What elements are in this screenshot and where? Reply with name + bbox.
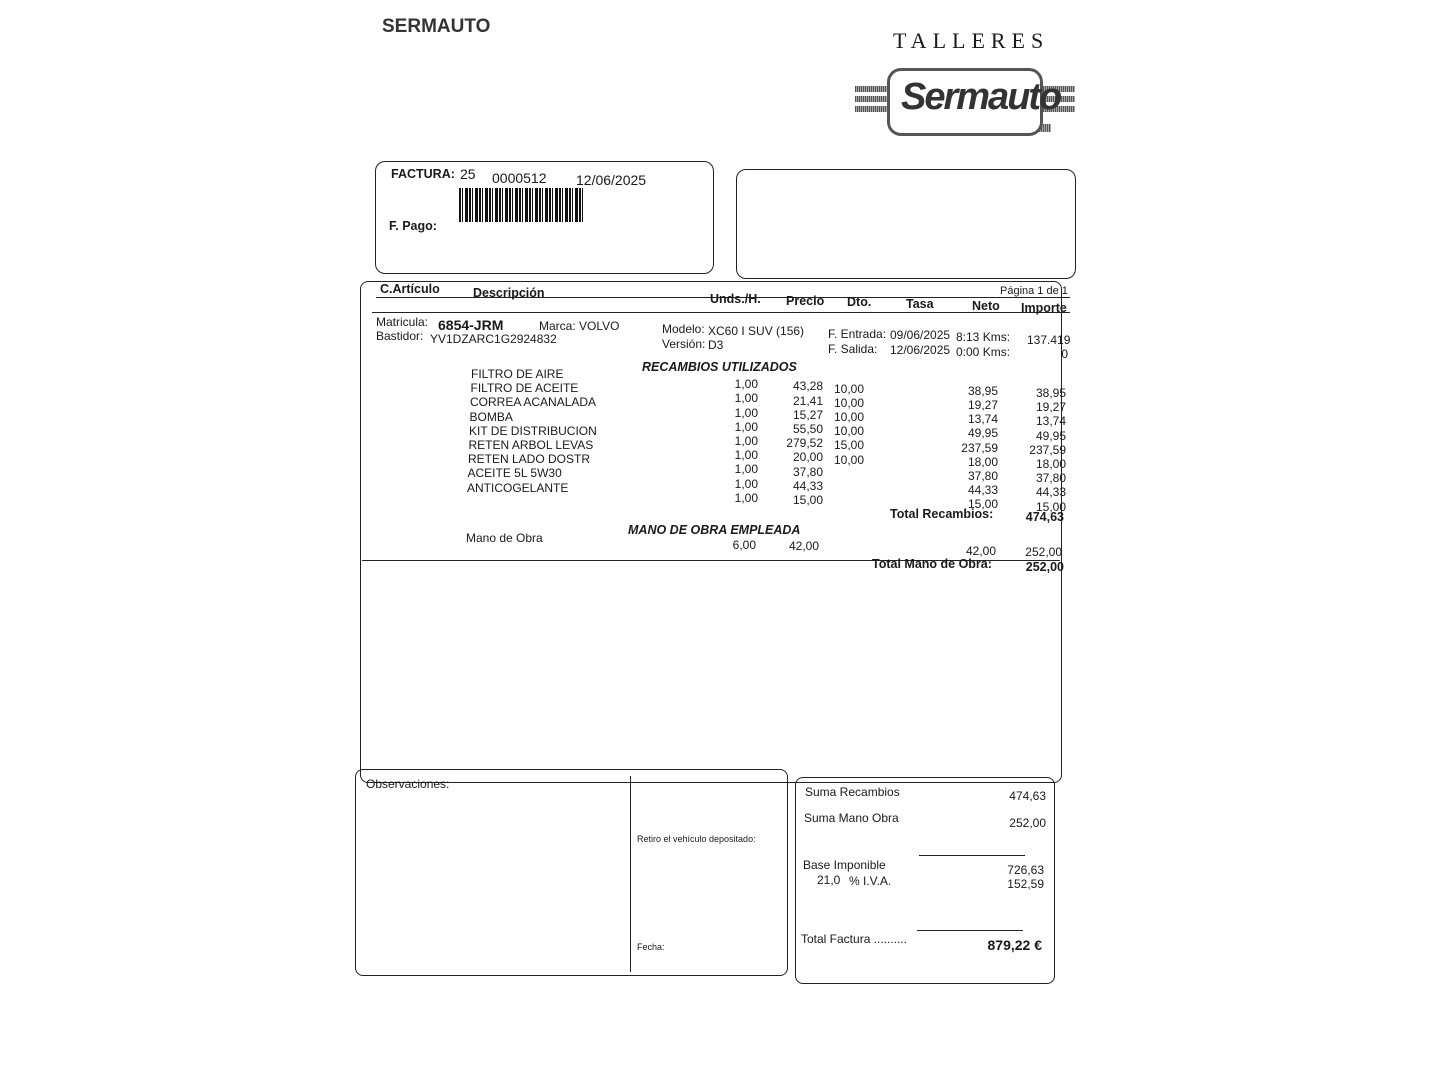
- total-factura-value: 879,22 €: [987, 937, 1042, 953]
- retiro-label: Retiro el vehículo depositado:: [637, 834, 756, 844]
- col-neto: Neto: [972, 299, 1000, 313]
- part-dto: 10,00: [834, 381, 865, 396]
- col-unds: Unds./H.: [710, 292, 761, 306]
- suma-recambios-value: 474,63: [1009, 789, 1046, 803]
- part-desc: RETEN ARBOL LEVAS: [468, 438, 594, 452]
- total-recambios-label: Total Recambios:: [890, 507, 994, 521]
- part-unds: 1,00: [734, 391, 758, 406]
- part-desc: FILTRO DE ACEITE: [470, 381, 579, 396]
- bastidor-value: YV1DZARC1G2924832: [430, 332, 557, 346]
- col-dto: Dto.: [847, 295, 872, 309]
- part-unds: 1,00: [734, 434, 758, 448]
- part-neto: 237,59: [961, 440, 998, 455]
- part-unds: 1,00: [734, 490, 758, 505]
- part-neto: 15,00: [967, 497, 998, 512]
- suma-mano-value: 252,00: [1009, 816, 1046, 830]
- labor-section-title: MANO DE OBRA EMPLEADA: [628, 523, 801, 537]
- part-dto: 10,00: [834, 424, 865, 439]
- col-precio: Precio: [786, 294, 825, 308]
- version-label: Versión:: [662, 337, 706, 351]
- observaciones-box: [355, 769, 788, 976]
- barcode: [459, 188, 583, 222]
- labor-desc: Mano de Obra: [466, 531, 543, 545]
- part-unds: 1,00: [734, 448, 758, 463]
- part-neto: 13,74: [967, 412, 998, 427]
- fecha-label: Fecha:: [637, 942, 665, 952]
- part-unds: 1,00: [734, 462, 758, 477]
- entrada-label: F. Entrada:: [828, 327, 887, 341]
- page-number: Página 1 de 1: [1000, 285, 1068, 297]
- part-precio: 44,33: [792, 478, 823, 493]
- total-factura-label: Total Factura ..........: [801, 932, 908, 946]
- part-neto: 37,80: [967, 469, 998, 483]
- salida-date: 12/06/2025: [890, 343, 951, 357]
- bastidor-label: Bastidor:: [376, 329, 424, 343]
- salida-kms: 0: [1061, 347, 1068, 361]
- iva-value: 152,59: [1007, 877, 1044, 891]
- factura-label: FACTURA:: [391, 167, 455, 181]
- part-unds: 1,00: [734, 405, 758, 420]
- labor-neto: 42,00: [965, 544, 996, 558]
- part-importe: 19,27: [1035, 400, 1066, 415]
- col-tasa: Tasa: [906, 297, 934, 311]
- part-precio: 20,00: [792, 450, 823, 465]
- entrada-date: 09/06/2025: [890, 328, 951, 342]
- part-dto: 10,00: [834, 452, 865, 467]
- labor-importe: 252,00: [1025, 545, 1062, 559]
- part-desc: RETEN LADO DOSTR: [468, 452, 591, 467]
- marca-value: Marca: VOLVO: [539, 319, 620, 333]
- modelo-label: Modelo:: [662, 322, 705, 336]
- observaciones-divider: [630, 776, 631, 972]
- observaciones-label: Observaciones:: [366, 777, 450, 791]
- part-precio: 279,52: [786, 436, 823, 451]
- logo-talleres-text: TALLERES: [893, 28, 1050, 53]
- part-importe: 37,80: [1035, 471, 1066, 486]
- labor-precio: 42,00: [788, 539, 819, 553]
- part-importe: 18,00: [1035, 457, 1066, 471]
- suma-mano-label: Suma Mano Obra: [804, 811, 899, 825]
- part-importe: 15,00: [1035, 499, 1066, 514]
- part-neto: 44,33: [967, 483, 998, 498]
- part-neto: 49,95: [967, 426, 998, 441]
- part-importe: 38,95: [1035, 386, 1066, 400]
- part-importe: 237,59: [1029, 442, 1066, 457]
- col-descripcion: Descripción: [473, 286, 545, 300]
- suma-recambios-label: Suma Recambios: [805, 785, 900, 799]
- logo-sermauto-text: Sermauto: [901, 76, 1061, 118]
- part-precio: 21,41: [792, 393, 823, 408]
- client-address-box: [736, 169, 1076, 279]
- iva-rate: 21,0: [817, 873, 841, 887]
- company-logo: [855, 28, 1075, 154]
- iva-label: % I.V.A.: [849, 874, 892, 888]
- part-importe: 49,95: [1035, 428, 1066, 443]
- part-neto: 38,95: [967, 383, 998, 398]
- salida-label: F. Salida:: [828, 342, 878, 356]
- total-mano-label: Total Mano de Obra:: [872, 557, 992, 571]
- part-precio: 55,50: [792, 422, 823, 436]
- forma-pago-label: F. Pago:: [389, 219, 437, 233]
- company-name: SERMAUTO: [382, 16, 491, 37]
- total-recambios-value: 474,63: [1025, 510, 1064, 524]
- part-dto: 15,00: [834, 438, 865, 453]
- base-imponible-label: Base Imponible: [803, 858, 886, 872]
- part-neto: 18,00: [967, 454, 998, 469]
- part-precio: 15,27: [792, 407, 823, 422]
- part-neto: 19,27: [967, 398, 998, 412]
- invoice-series: 25: [460, 166, 476, 182]
- salida-time: 0:00 Kms:: [956, 345, 1011, 359]
- part-desc: KIT DE DISTRIBUCION: [469, 423, 597, 438]
- invoice-number: 0000512: [492, 170, 547, 186]
- subtotal-line: [919, 855, 1025, 856]
- labor-unds: 6,00: [732, 538, 756, 552]
- part-dto: 10,00: [834, 395, 865, 410]
- part-desc: ANTICOGELANTE: [467, 480, 569, 495]
- part-desc: BOMBA: [469, 409, 513, 424]
- total-mano-value: 252,00: [1025, 560, 1064, 574]
- col-importe: Importe: [1021, 301, 1067, 315]
- part-dto: 10,00: [834, 410, 865, 424]
- col-articulo: C.Artículo: [380, 282, 440, 296]
- invoice-date: 12/06/2025: [576, 172, 647, 188]
- version-value: D3: [708, 338, 724, 352]
- modelo-value: XC60 I SUV (156): [708, 324, 805, 338]
- total-line: [917, 930, 1023, 931]
- part-importe: 13,74: [1035, 414, 1066, 429]
- part-desc: FILTRO DE AIRE: [471, 367, 564, 381]
- matricula-label: Matricula:: [376, 315, 429, 329]
- base-imponible-value: 726,63: [1007, 863, 1044, 877]
- part-precio: 15,00: [792, 493, 823, 507]
- part-precio: 37,80: [792, 464, 823, 479]
- header-divider-bottom: [372, 312, 1070, 313]
- matricula-value: 6854-JRM: [438, 317, 504, 333]
- part-desc: ACEITE 5L 5W30: [467, 466, 562, 481]
- entrada-kms: 137.419: [1027, 333, 1071, 347]
- part-unds: 1,00: [734, 476, 758, 491]
- part-desc: CORREA ACANALADA: [470, 395, 597, 410]
- parts-section-title: RECAMBIOS UTILIZADOS: [642, 360, 797, 374]
- part-unds: 1,00: [734, 419, 758, 434]
- part-precio: 43,28: [792, 379, 823, 394]
- part-unds: 1,00: [734, 377, 758, 392]
- part-importe: 44,33: [1035, 485, 1066, 500]
- entrada-time: 8:13 Kms:: [956, 330, 1011, 344]
